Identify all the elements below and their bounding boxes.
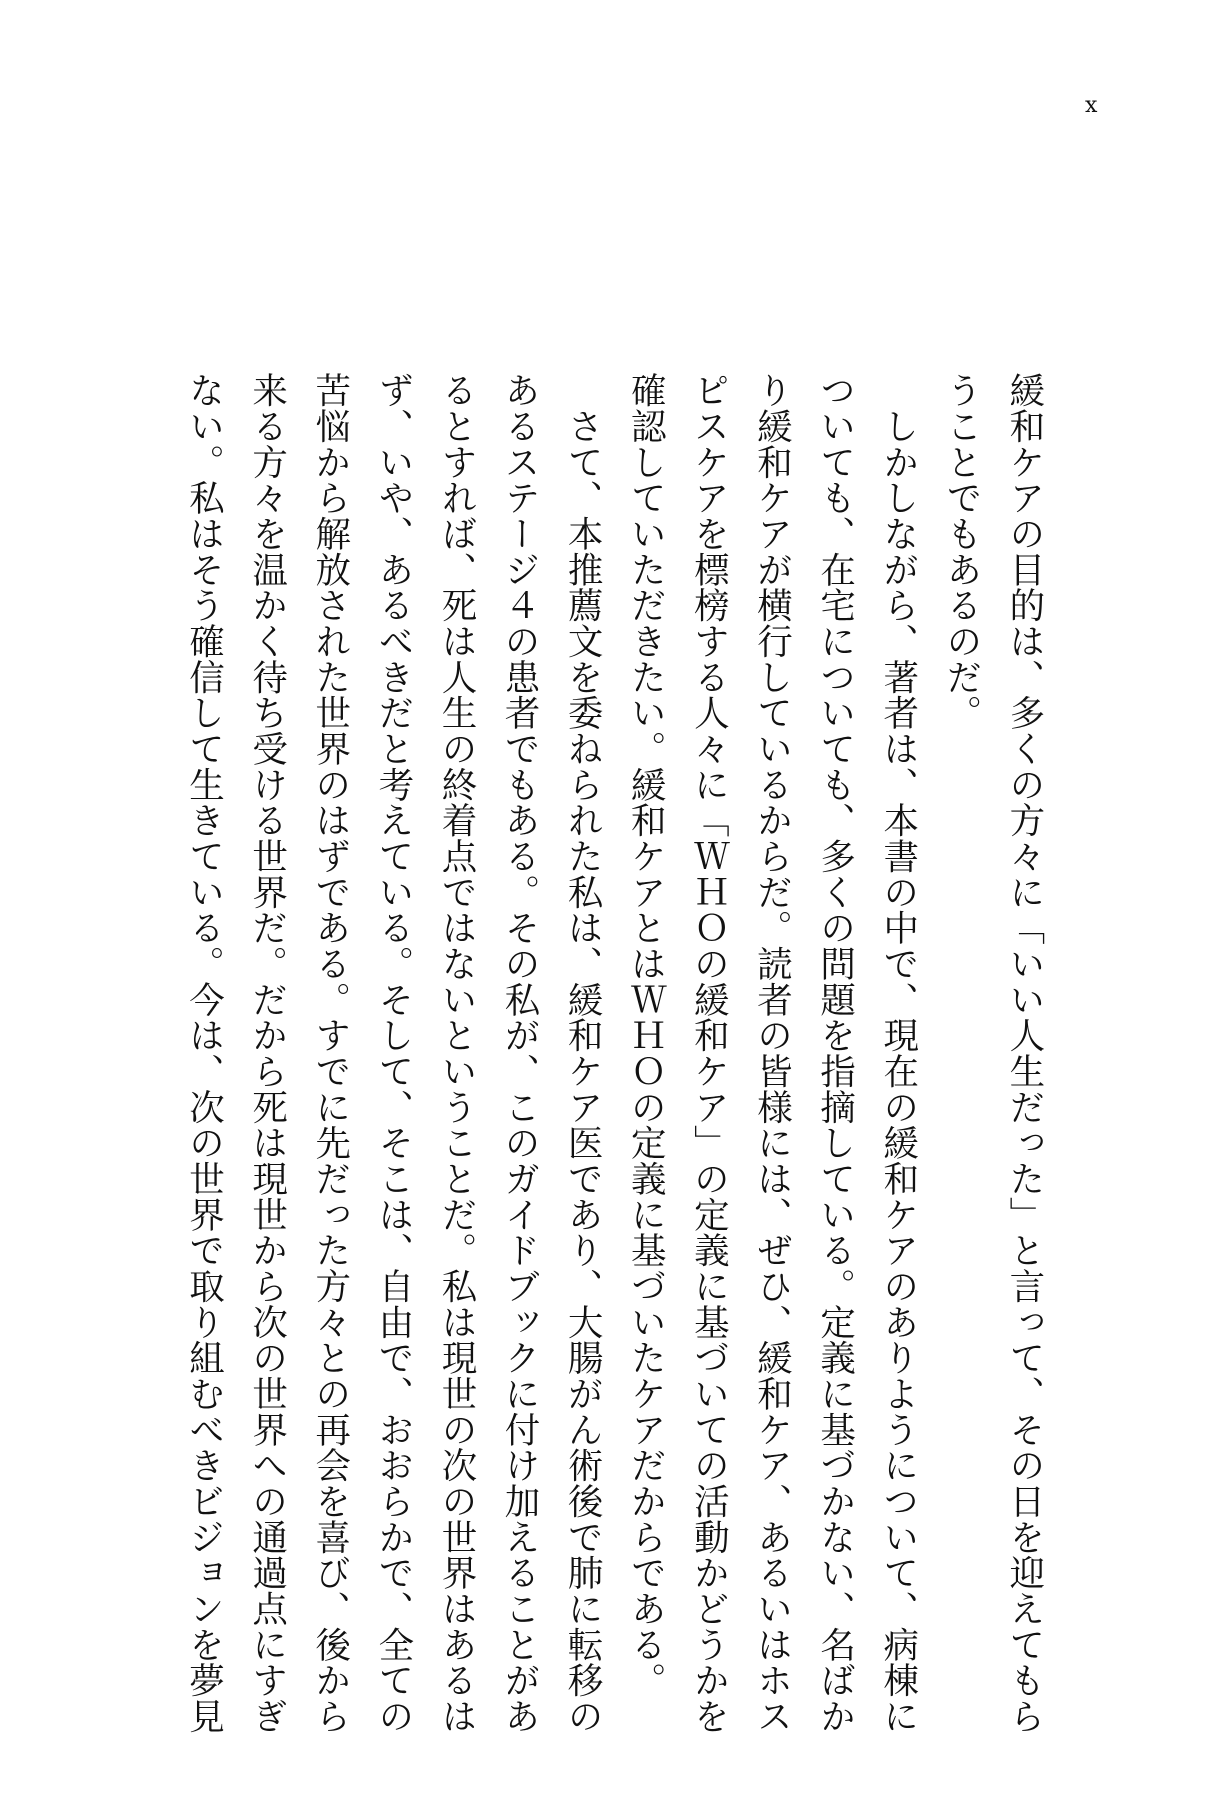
text-line: しかしながら、著者は、本書の中で、現在の緩和ケアのありようについて、病棟に	[877, 372, 919, 1734]
text-line: うことでもあるのだ。	[940, 372, 982, 731]
text-line: 来る方々を温かく待ち受ける世界だ。だから死は現世から次の世界への通過点にすぎ	[246, 372, 288, 1734]
text-line: あるステージ４の患者でもある。その私が、このガイドブックに付け加えることがあ	[499, 372, 541, 1734]
text-line: さて、本推薦文を委ねられた私は、緩和ケア医であり、大腸がん術後で肺に転移の	[562, 372, 604, 1734]
body-text	[183, 372, 1045, 1734]
text-line: ず、いや、あるべきだと考えている。そして、そこは、自由で、おおらかで、全ての	[372, 372, 414, 1734]
text-line: ピスケアを標榜する人々に「ＷＨＯの緩和ケア」の定義に基づいての活動かどうかを	[688, 372, 730, 1734]
text-line: り緩和ケアが横行しているからだ。読者の皆様には、ぜひ、緩和ケア、あるいはホス	[751, 372, 793, 1734]
text-line: 苦悩から解放された世界のはずである。すでに先だった方々との再会を喜び、後から	[309, 372, 351, 1734]
text-line: ない。私はそう確信して生きている。今は、次の世界で取り組むべきビジョンを夢見	[183, 372, 225, 1734]
text-line: 緩和ケアの目的は、多くの方々に「いい人生だった」と言って、その日を迎えてもら	[1003, 372, 1045, 1734]
text-line: ついても、在宅についても、多くの問題を指摘している。定義に基づかない、名ばか	[814, 372, 856, 1734]
text-line: 確認していただきたい。緩和ケアとはＷＨＯの定義に基づいたケアだからである。	[625, 372, 667, 1698]
text-line: るとすれば、死は人生の終着点ではないということだ。私は現世の次の世界はあるは	[435, 372, 477, 1734]
page-number: x	[1085, 93, 1098, 118]
